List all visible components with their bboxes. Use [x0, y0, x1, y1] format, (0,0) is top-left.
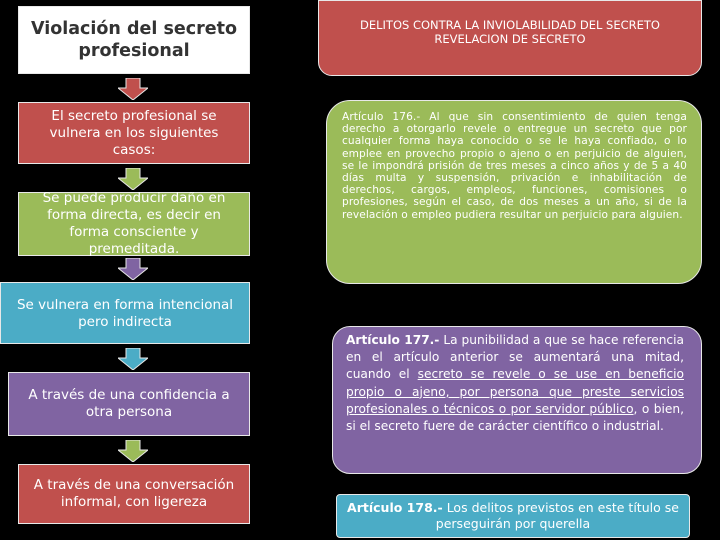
- article-176-label: Artículo 176.-: [342, 111, 421, 123]
- article-177-body-1: La punibilidad a que se hace referencia en el artículo anterior se aumentará una mitad, cuando el: [346, 333, 684, 382]
- article-178-label: Artículo 178.-: [347, 500, 443, 515]
- case-box-5: [18, 464, 250, 524]
- article-176-text: [327, 101, 701, 221]
- title-box: [18, 6, 250, 74]
- article-178-body: Los delitos previstos en este título se perseguirán por querella: [435, 500, 679, 531]
- article-177-underlined: secreto se revele o se use en beneficio propio o ajeno, por persona que preste servicios profesionales o técnicos o por servidor público: [346, 367, 684, 416]
- article-176-box: [326, 100, 702, 284]
- case-box-3: [0, 282, 250, 344]
- title-text: Violación del secreto profesional: [30, 19, 238, 61]
- arrow-down-icon: [118, 258, 148, 280]
- arrow-down-icon: [118, 78, 148, 100]
- article-177-label: Artículo 177.-: [346, 333, 440, 347]
- arrow-down-icon: [118, 440, 148, 462]
- article-178-text: [337, 498, 689, 534]
- article-177-body-2: , o bien, si el secreto fuere de carácter científico o industrial.: [346, 401, 684, 434]
- article-177-box: [332, 326, 702, 474]
- case-box-4: [8, 372, 250, 436]
- article-177-text: [333, 327, 701, 435]
- arrow-down-icon: [118, 348, 148, 370]
- header-box: [318, 0, 702, 76]
- header-text: DELITOS CONTRA LA INVIOLABILIDAD DEL SECRETO REVELACION DE SECRETO: [360, 18, 660, 46]
- case-box-1: [18, 102, 250, 164]
- case-text-4: A través de una confidencia a otra persona: [28, 387, 230, 420]
- case-text-3: Se vulnera en forma intencional pero indirecta: [16, 297, 234, 330]
- article-178-box: [336, 494, 690, 538]
- article-176-body: Al que sin consentimiento de quien tenga derecho a otorgarlo revele o entregue un secreto que por cualquier forma haya conocido o se le haya confiado, o lo emplee en provecho propio o ajeno o en perjuicio de alguien, se le impondrá prisión de tres meses a cinco años y de 5 a 40 días multa y suspensión, privación e inhabilitación de derechos, cargos, empleos, funciones, comisiones o profesiones, según el caso, de dos meses a un año, si de la revelación o empleo pudiera resultar un perjuicio para alguien.: [342, 111, 688, 221]
- case-text-5: A través de una conversación informal, con ligereza: [33, 477, 235, 510]
- case-text-2: Se puede producir daño en forma directa, es decir en forma consciente y premeditada.: [42, 190, 226, 257]
- case-text-1: El secreto profesional se vulnera en los siguientes casos:: [49, 107, 219, 158]
- case-box-2: [18, 192, 250, 256]
